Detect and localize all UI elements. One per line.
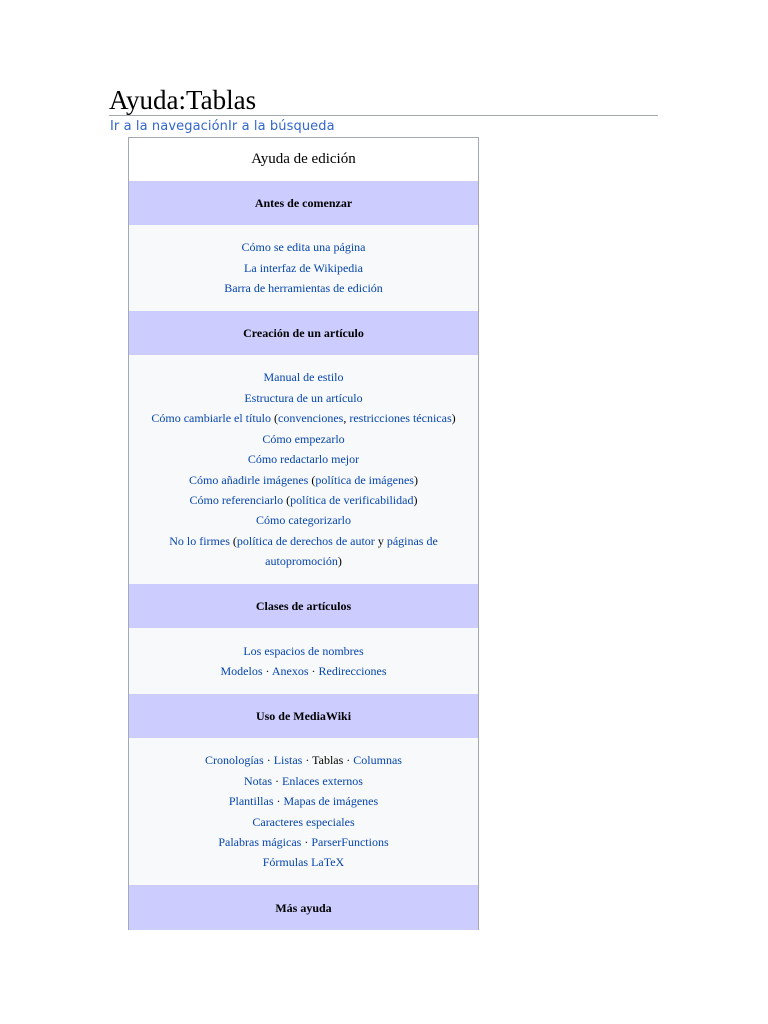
link-line xyxy=(129,510,478,530)
section-header: Uso de MediaWiki xyxy=(129,694,478,738)
separator: ) xyxy=(413,472,418,487)
section-header: Antes de comenzar xyxy=(129,181,478,225)
navbox-title: Ayuda de edición xyxy=(129,138,478,181)
separator: · xyxy=(302,753,313,768)
link-line xyxy=(129,832,478,852)
separator: ( xyxy=(283,492,291,507)
help-link[interactable]: autopromoción xyxy=(265,554,338,569)
help-link[interactable]: Anexos xyxy=(271,664,309,678)
help-link[interactable]: Plantillas xyxy=(228,794,274,809)
help-link[interactable]: Notas xyxy=(244,773,273,788)
help-link[interactable]: ParserFunctions xyxy=(311,834,389,849)
help-link[interactable]: Modelos xyxy=(220,664,263,678)
link-line xyxy=(129,791,478,811)
help-link[interactable]: Palabras mágicas xyxy=(218,834,302,849)
link-line xyxy=(129,852,478,872)
link-line xyxy=(129,449,478,469)
help-link[interactable]: Mapas de imágenes xyxy=(283,794,379,809)
section-header: Clases de artículos xyxy=(129,584,478,628)
help-link[interactable]: La interfaz de Wikipedia xyxy=(244,260,363,275)
section-body xyxy=(129,225,478,311)
link-line xyxy=(129,641,478,661)
help-link[interactable]: Cómo añadirle imágenes xyxy=(189,472,309,487)
link-line xyxy=(129,278,478,298)
help-link[interactable]: Cómo referenciarlo xyxy=(189,492,284,507)
title-divider xyxy=(109,115,658,116)
help-link[interactable]: Listas xyxy=(273,753,303,768)
link-line xyxy=(129,367,478,387)
help-link[interactable]: Redirecciones xyxy=(318,664,387,678)
help-link[interactable]: No lo firmes xyxy=(169,533,230,548)
help-link[interactable]: Estructura de un artículo xyxy=(244,390,363,405)
separator: ) xyxy=(451,411,456,426)
help-link[interactable]: Fórmulas LaTeX xyxy=(262,855,345,870)
separator: · xyxy=(343,753,354,768)
section-body xyxy=(129,738,478,885)
jump-to-navigation-link[interactable]: Ir a la navegación xyxy=(110,119,228,134)
separator: · xyxy=(262,664,272,678)
link-line xyxy=(129,531,478,551)
link-line xyxy=(129,408,478,428)
help-link[interactable]: restricciones técnicas xyxy=(349,411,452,426)
separator: · xyxy=(263,753,274,768)
current-page-label: Tablas xyxy=(312,753,344,768)
help-link[interactable]: Columnas xyxy=(353,753,402,768)
help-navbox xyxy=(128,137,479,930)
separator: ( xyxy=(229,533,237,548)
separator: · xyxy=(272,773,283,788)
separator: ( xyxy=(271,411,279,426)
help-link[interactable]: Cómo redactarlo mejor xyxy=(247,452,360,467)
help-link[interactable]: Cómo se edita una página xyxy=(241,240,366,255)
link-line xyxy=(129,551,478,571)
separator: · xyxy=(273,794,284,809)
section-header: Creación de un artículo xyxy=(129,311,478,355)
help-link[interactable]: Los espacios de nombres xyxy=(243,643,364,658)
link-line xyxy=(129,490,478,510)
separator: ( xyxy=(308,472,316,487)
link-line xyxy=(129,812,478,832)
jump-links xyxy=(110,119,335,134)
separator: ) xyxy=(413,492,418,507)
help-link[interactable]: Cómo categorizarlo xyxy=(256,513,351,528)
help-link[interactable]: política de derechos de autor xyxy=(236,533,375,548)
help-link[interactable]: Cronologías xyxy=(205,753,264,768)
link-line xyxy=(129,258,478,278)
section-body xyxy=(129,355,478,584)
help-link[interactable]: Enlaces externos xyxy=(282,773,363,788)
jump-to-search-link[interactable]: Ir a la búsqueda xyxy=(228,119,335,134)
help-link[interactable]: política de verificabilidad xyxy=(290,492,414,507)
help-link[interactable]: Manual de estilo xyxy=(263,370,344,385)
separator: · xyxy=(301,834,312,849)
link-line xyxy=(129,750,478,770)
link-line xyxy=(129,661,478,681)
separator: y xyxy=(374,533,387,548)
section-header: Más ayuda xyxy=(129,885,478,930)
separator: ) xyxy=(337,554,342,569)
link-line xyxy=(129,771,478,791)
link-line xyxy=(129,470,478,490)
help-link[interactable]: política de imágenes xyxy=(315,472,414,487)
help-link[interactable]: páginas de xyxy=(386,533,438,548)
help-link[interactable]: Caracteres especiales xyxy=(252,814,355,829)
section-body xyxy=(129,628,478,694)
link-line xyxy=(129,429,478,449)
separator: , xyxy=(343,411,350,426)
link-line xyxy=(129,237,478,257)
page-title: Ayuda:Tablas xyxy=(109,85,257,115)
link-line xyxy=(129,388,478,408)
help-link[interactable]: convenciones xyxy=(278,411,344,426)
help-link[interactable]: Cómo cambiarle el título xyxy=(151,411,272,426)
help-link[interactable]: Cómo empezarlo xyxy=(262,431,345,446)
help-link[interactable]: Barra de herramientas de edición xyxy=(224,281,383,296)
separator: · xyxy=(308,664,319,678)
